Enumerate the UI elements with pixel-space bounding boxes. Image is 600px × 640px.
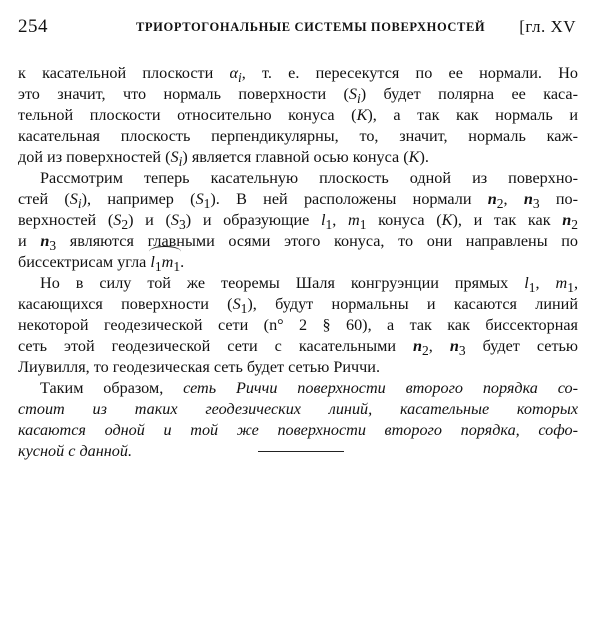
page-header xyxy=(18,10,580,46)
text-line: кусной с данной. xyxy=(18,442,133,460)
text-line: некоторой геодезической сети (n° 2 § 60), а так как биссекторная xyxy=(18,316,578,334)
page-number: 254 xyxy=(18,16,48,37)
book-page xyxy=(18,10,580,460)
text-line: и $n_3$ являются главными осями этого конуса, то они направлены по xyxy=(18,232,579,254)
text-line: касательная плоскость перпендикулярны, то, значит, нормаль каж- xyxy=(18,127,578,145)
text-line: это значит, что нормаль поверхности $(S_i)$ будет полярна ее каса- xyxy=(18,85,578,107)
text-line: касающихся поверхности $(S_1)$, будут нормальны и касаются линий xyxy=(18,295,578,317)
text-line: к касательной плоскости $\alpha_i$, т. е. пересекутся по ее нормали. Но xyxy=(18,64,578,86)
text-line: касаются одной и той же поверхности второго порядка, софо- xyxy=(18,421,578,439)
text-line: Лиувилля, то геодезическая сеть будет сетью Риччи. xyxy=(18,358,380,376)
text-line: сеть этой геодезической сети с касательными $n_2$, $n_3$ будет сетью xyxy=(18,337,578,359)
angle-arc: $l_1m_1$ xyxy=(150,252,180,277)
chapter-reference: [гл. XV xyxy=(519,17,576,36)
body-text xyxy=(18,63,578,462)
text-line: Таким образом, сеть Риччи поверхности второго порядка со- xyxy=(40,379,578,397)
text-line: биссектрисам угла $l_1m_1$. xyxy=(18,252,578,273)
text-line: Но в силу той же теоремы Шаля конгруэнции прямых $l_1$, $m_1$, xyxy=(40,274,579,296)
section-end-rule xyxy=(258,451,344,452)
text-line: дой из поверхностей $(S_i)$ является главной осью конуса (K). xyxy=(18,148,429,170)
text-line: Рассмотрим теперь касательную плоскость одной из поверхно- xyxy=(40,169,578,187)
text-line: верхностей $(S_2)$ и $(S_3)$ и образующие $l_1$, $m_1$ конуса (K), и так как $n_2$ xyxy=(18,211,579,233)
text-line: тельной плоскости относительно конуса (K), а так как нормаль и xyxy=(18,106,578,124)
text-line: стоит из таких геодезических линий, касательные которых xyxy=(18,400,578,418)
text-line: стей $(S_i)$, например $(S_1)$. В ней расположены нормали $n_2$, $n_3$ по- xyxy=(18,190,579,212)
running-title: ТРИОРТОГОНАЛЬНЫЕ СИСТЕМЫ ПОВЕРХНОСТЕЙ xyxy=(136,20,486,34)
